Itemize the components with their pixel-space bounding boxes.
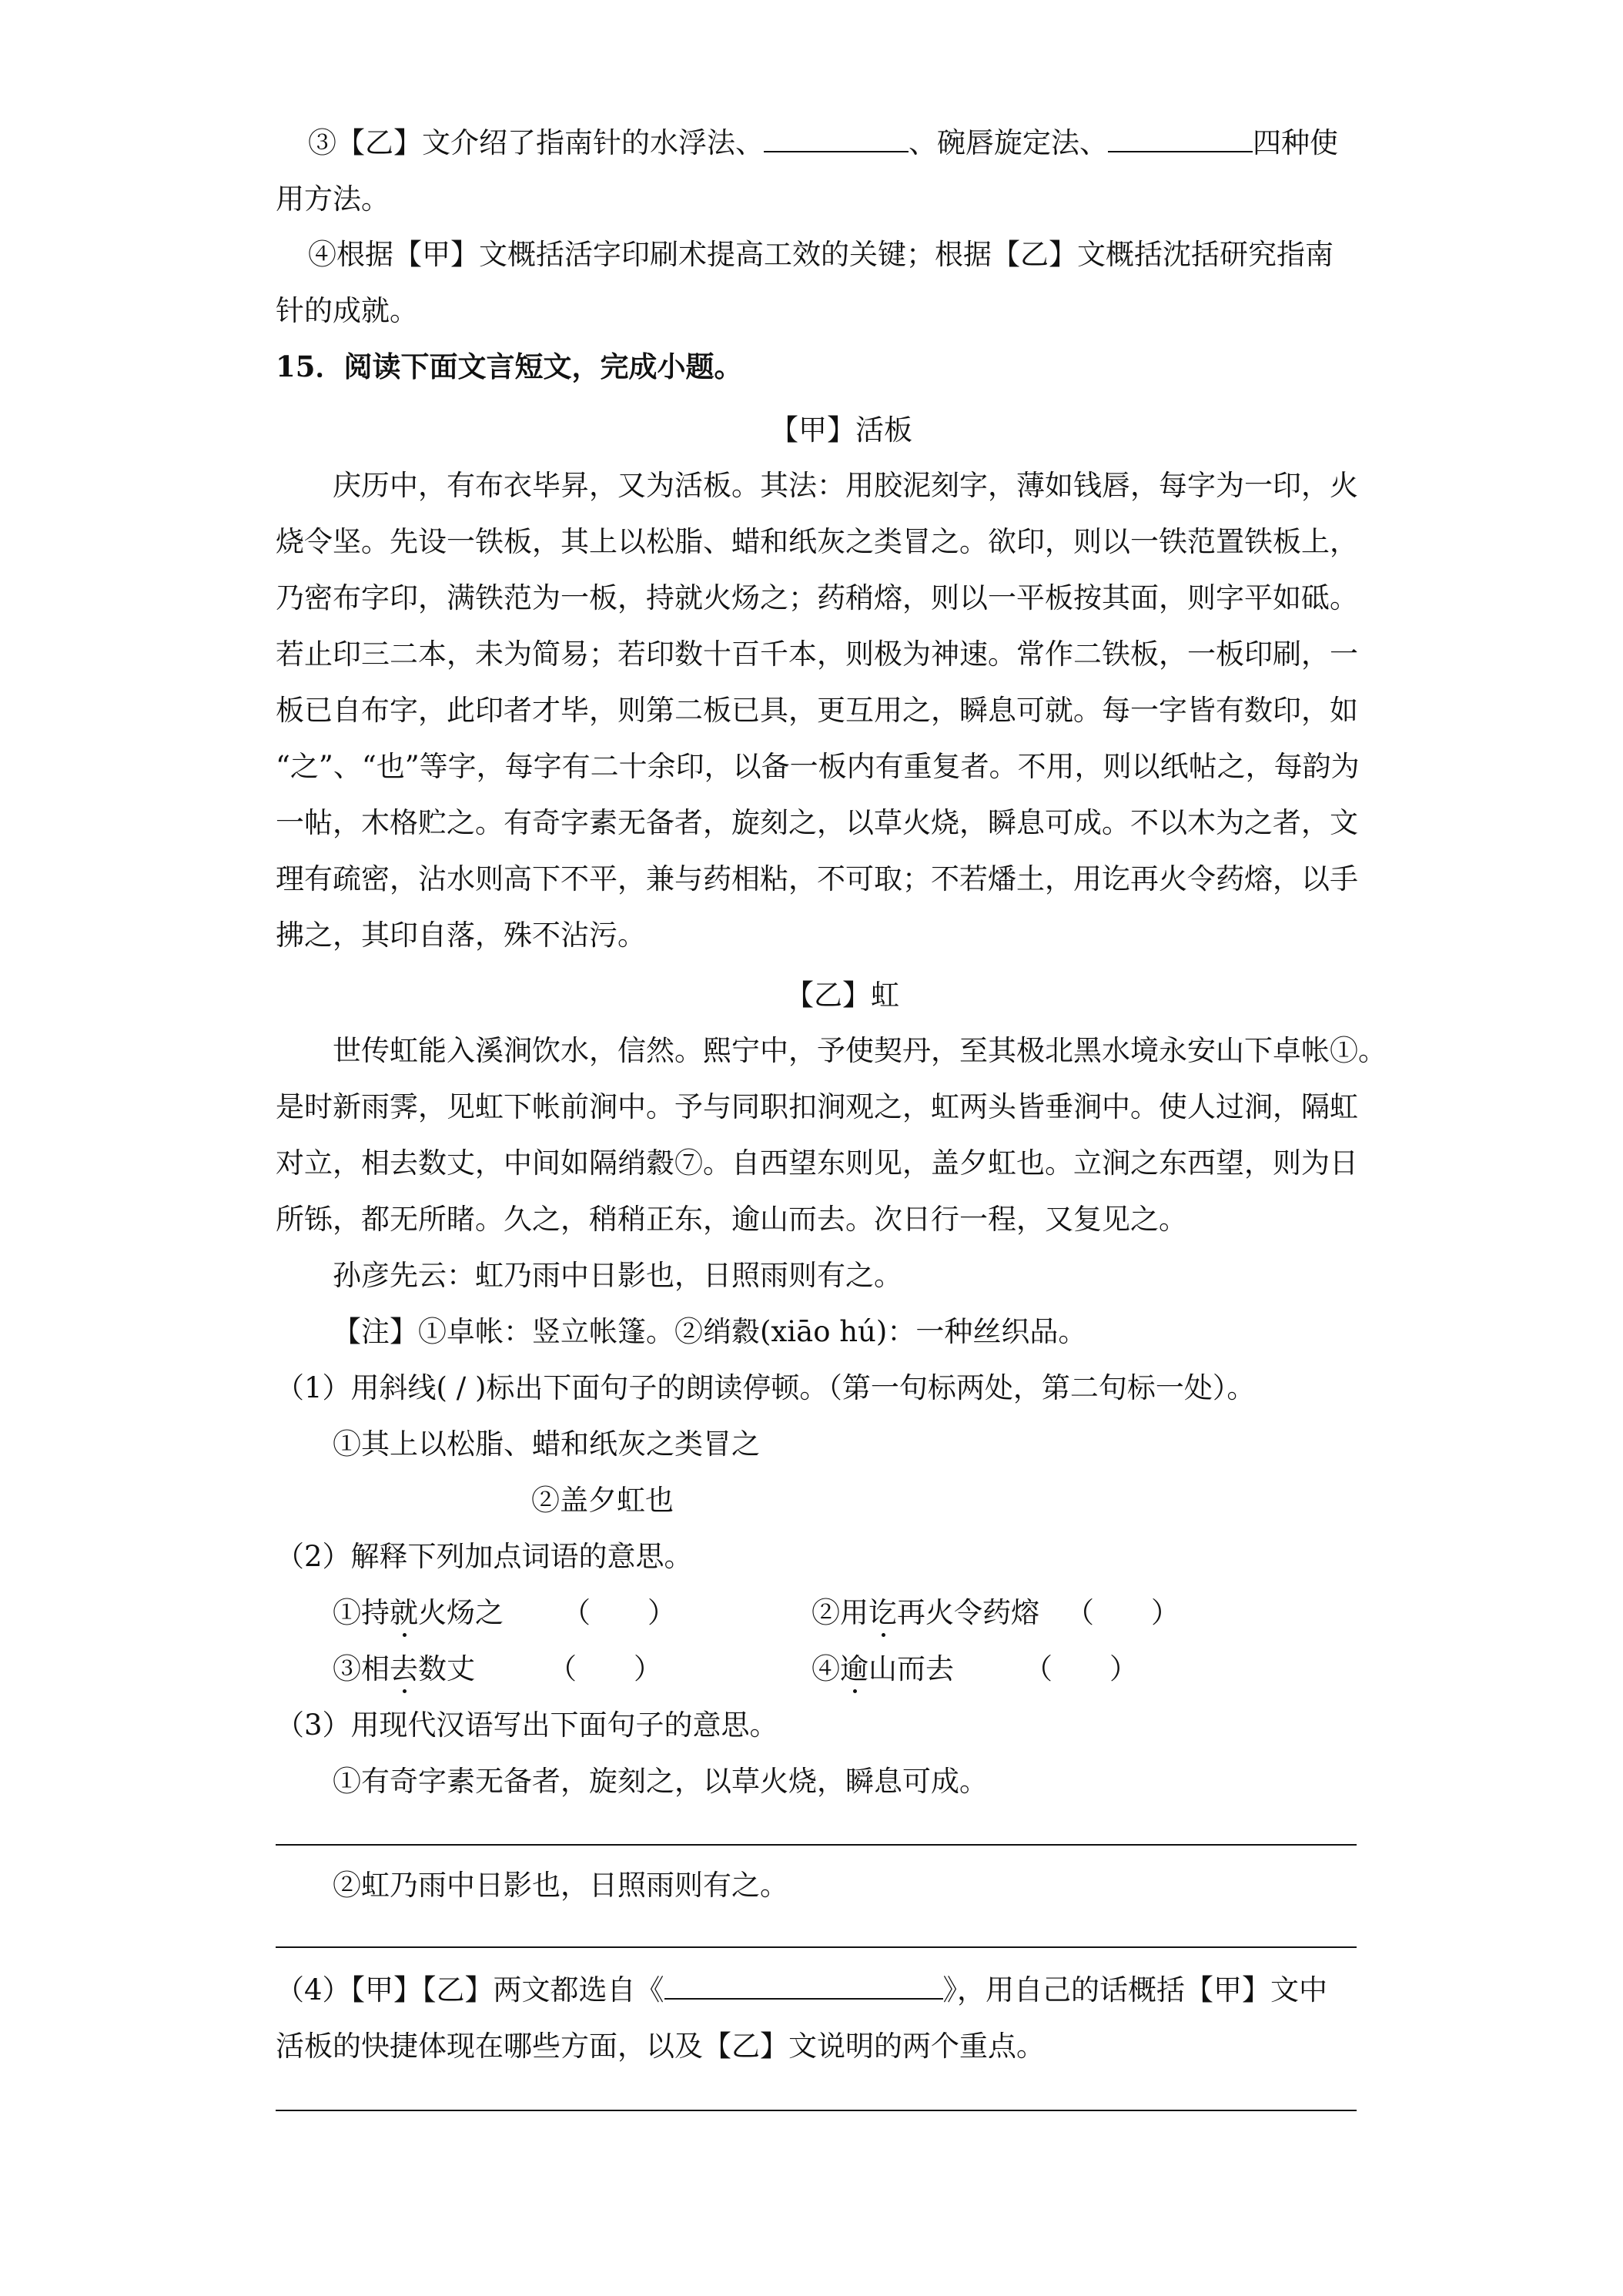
word-item-text: 再火令药熔 bbox=[897, 1596, 1039, 1629]
q14-item3-line2: 用方法。 bbox=[276, 182, 390, 216]
q14-item3-text-b: 、碗唇旋定法、 bbox=[909, 126, 1108, 159]
passage-line: 对立，相去数丈，中间如隔绡縠⑦。自西望东则见，盖夕虹也。立涧之东西望，则为日 bbox=[276, 1146, 1358, 1180]
question-heading: 15．阅读下面文言短文，完成小题。 bbox=[276, 350, 743, 383]
word-item-4 bbox=[812, 1652, 954, 1685]
sub-question-4-text-b: 》，用自己的话概括【甲】文中 bbox=[942, 1973, 1328, 2006]
sub-question-4-text-a: （4）【甲】【乙】两文都选自《 bbox=[276, 1973, 664, 2006]
dotted-word: 去 bbox=[390, 1652, 418, 1685]
sub-question-1-sentence-1: ①其上以松脂、蜡和纸灰之类冒之 bbox=[333, 1427, 760, 1461]
sub-question-3-sentence-1: ①有奇字素无备者，旋刻之，以草火烧，瞬息可成。 bbox=[333, 1765, 988, 1798]
answer-parentheses[interactable]: （ ） bbox=[1066, 1596, 1180, 1629]
answer-line[interactable] bbox=[276, 2110, 1357, 2111]
word-item-3 bbox=[333, 1652, 475, 1685]
sub-question-4-line1 bbox=[276, 1973, 1328, 2006]
passage-jia-title: 【甲】活板 bbox=[770, 413, 912, 447]
q14-item3-text-c: 四种使 bbox=[1253, 126, 1338, 159]
word-item-text: ②用 bbox=[812, 1596, 868, 1629]
sub-question-3-prompt: （3）用现代汉语写出下面句子的意思。 bbox=[276, 1709, 778, 1742]
answer-parentheses[interactable]: （ ） bbox=[562, 1596, 676, 1629]
passage-line: 是时新雨霁，见虹下帐前涧中。予与同职扣涧观之，虹两头皆垂涧中。使人过涧，隔虹 bbox=[276, 1090, 1358, 1123]
dotted-word: 就 bbox=[390, 1596, 418, 1629]
passage-line: 所铄，都无所睹。久之，稍稍正东，逾山而去。次日行一程，又复见之。 bbox=[276, 1203, 1187, 1236]
answer-blank[interactable] bbox=[764, 150, 909, 152]
passage-line: 世传虹能入溪涧饮水，信然。熙宁中，予使契丹，至其极北黑水境永安山下卓帐①。 bbox=[333, 1034, 1387, 1067]
sub-question-1-prompt: （1）用斜线( / )标出下面句子的朗读停顿。（第一句标两处，第二句标一处）。 bbox=[276, 1371, 1256, 1404]
answer-parentheses[interactable]: （ ） bbox=[1024, 1652, 1138, 1685]
word-item-text: 山而去 bbox=[868, 1652, 954, 1685]
word-item-1 bbox=[333, 1598, 504, 1627]
q14-item4-line1: ④根据【甲】文概括活字印刷术提高工效的关键；根据【乙】文概括沈括研究指南 bbox=[308, 238, 1334, 271]
answer-blank[interactable] bbox=[1108, 150, 1253, 152]
passage-line: 烧令坚。先设一铁板，其上以松脂、蜡和纸灰之类冒之。欲印，则以一铁范置铁板上， bbox=[276, 525, 1358, 558]
word-item-text: 数丈 bbox=[418, 1652, 475, 1685]
q14-item4-line2: 针的成就。 bbox=[276, 294, 418, 327]
sub-question-2-prompt: （2）解释下列加点词语的意思。 bbox=[276, 1540, 693, 1573]
word-item-text: ①持 bbox=[333, 1596, 390, 1629]
word-item-2 bbox=[812, 1598, 1039, 1627]
dotted-word: 逾 bbox=[840, 1652, 868, 1685]
passage-line: 庆历中，有布衣毕昇，又为活板。其法：用胶泥刻字，薄如钱唇，每字为一印，火 bbox=[333, 469, 1358, 502]
sub-question-3-sentence-2: ②虹乃雨中日影也，日照雨则有之。 bbox=[333, 1869, 788, 1902]
passage-line: 孙彦先云：虹乃雨中日影也，日照雨则有之。 bbox=[333, 1259, 902, 1292]
word-item-text: ④ bbox=[812, 1652, 840, 1685]
annotation-note: 【注】①卓帐：竖立帐篷。②绡縠(xiāo hú)：一种丝织品。 bbox=[333, 1315, 1087, 1348]
passage-line: “之”、“也”等字，每字有二十余印，以备一板内有重复者。不用，则以纸帖之，每韵为 bbox=[276, 750, 1360, 783]
q14-item3-line1 bbox=[308, 126, 1338, 159]
answer-parentheses[interactable]: （ ） bbox=[548, 1652, 662, 1685]
dotted-word: 讫 bbox=[868, 1596, 897, 1629]
answer-blank[interactable] bbox=[664, 1997, 943, 2000]
passage-line: 若止印三二本，未为简易；若印数十百千本，则极为神速。常作二铁板，一板印刷，一 bbox=[276, 638, 1358, 671]
passage-line: 乃密布字印，满铁范为一板，持就火炀之；药稍熔，则以一平板按其面，则字平如砥。 bbox=[276, 581, 1358, 614]
q14-item3-text-a: ③【乙】文介绍了指南针的水浮法、 bbox=[308, 126, 764, 159]
sub-question-4-line2: 活板的快捷体现在哪些方面，以及【乙】文说明的两个重点。 bbox=[276, 2030, 1045, 2063]
word-item-text: ③相 bbox=[333, 1652, 390, 1685]
passage-yi-title: 【乙】虹 bbox=[785, 979, 899, 1012]
answer-line[interactable] bbox=[276, 1946, 1357, 1948]
sub-question-1-sentence-2: ②盖夕虹也 bbox=[531, 1484, 674, 1517]
passage-line: 拂之，其印自落，殊不沾污。 bbox=[276, 919, 646, 952]
passage-line: 理有疏密，沾水则高下不平，兼与药相粘，不可取；不若燔土，用讫再火令药熔，以手 bbox=[276, 862, 1358, 895]
passage-line: 一帖，木格贮之。有奇字素无备者，旋刻之，以草火烧，瞬息可成。不以木为之者，文 bbox=[276, 806, 1358, 839]
answer-line[interactable] bbox=[276, 1844, 1357, 1846]
passage-line: 板已自布字，此印者才毕，则第二板已具，更互用之，瞬息可就。每一字皆有数印，如 bbox=[276, 694, 1358, 727]
word-item-text: 火炀之 bbox=[418, 1596, 504, 1629]
